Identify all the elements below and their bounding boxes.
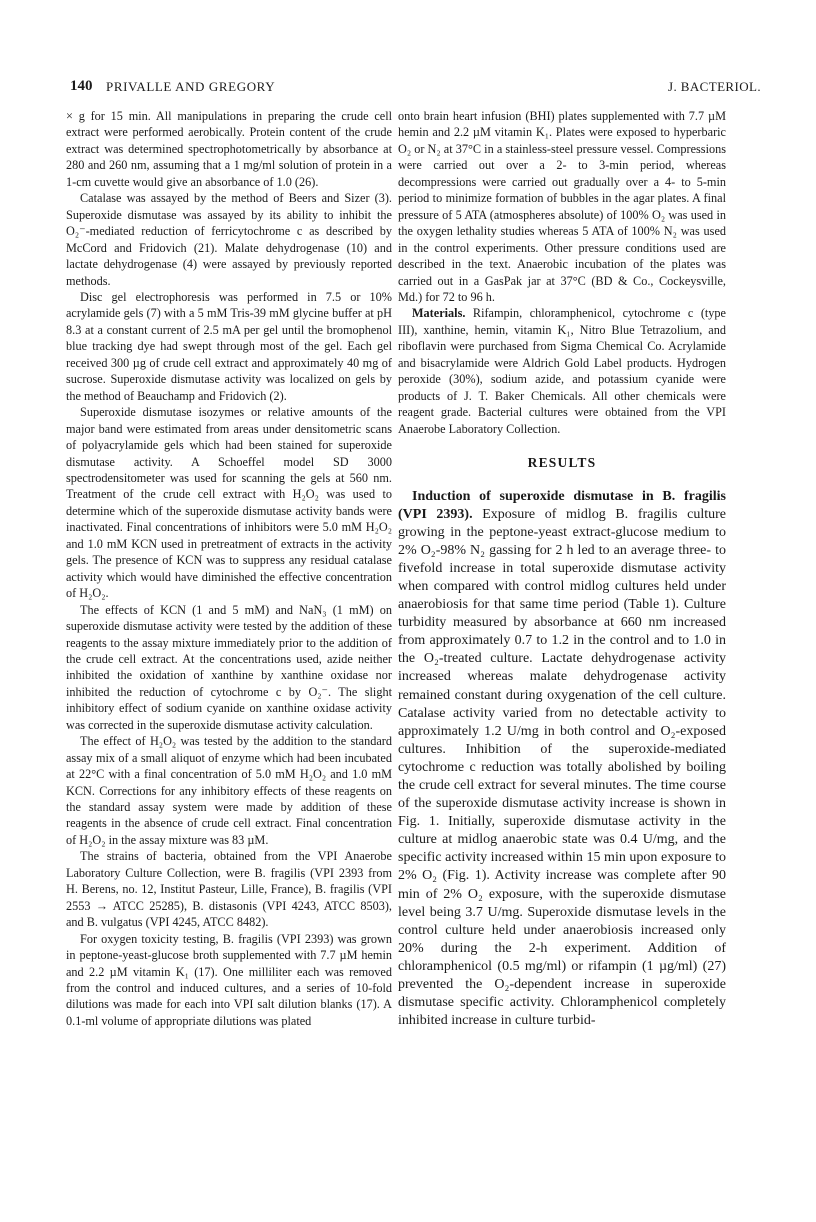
materials-text: Rifampin, chloramphenicol, cytochrome c (type III), xanthine, hemin, vitamin K₁, Nitro Blue Tetrazolium, and riboflavin were purchased from Sigma Chemical Co. Acrylamide and bisacrylamide were Aldrich Gold Label products. Hydrogen peroxide (30%), sodium azide, and potassium cyanide were products of J. T. Baker Chemicals. All other chemicals were reagent grade. Bacterial cultures were obtained from the VPI Anaerobe Laboratory Collection. bbox=[398, 306, 726, 436]
right-column bbox=[398, 108, 726, 1030]
paragraph-induction bbox=[398, 488, 726, 1031]
paragraph-cell-extract: × g for 15 min. All manipulations in preparing the crude cell extract were performed aerobically. Protein content of the crude extract was determined spectrophotometrically by absorbance at 280 and 260 nm, assuming that a 1 mg/ml solution of protein in a 1-cm cuvette would give an absorbance of 1.0 (26). bbox=[66, 109, 392, 189]
paragraph-isozyme-estimation: Superoxide dismutase isozymes or relative amounts of the major band were estimated from areas under densitometric scans of polyacrylamide gels which had been stained for superoxide dismutase activity. A Schoeffel model SD 3000 spectrodensitometer was used for scanning the gels at 560 nm. Treatment of the crude cell extract with H₂O₂ was used to determine which of the superoxide dismutase activity bands were inactivated. Final concentrations of inhibitors were 5.0 mM H₂O₂ and 1.0 mM KCN used in pretreatment of extracts in the activity gels. The presence of KCN was to suppress any residual catalase activity which would have diminished the effective concentration of H₂O₂. bbox=[66, 405, 392, 601]
paragraph-plating: onto brain heart infusion (BHI) plates supplemented with 7.7 µM hemin and 2.2 µM vitamin K₁. Plates were exposed to hyperbaric O₂ or N₂ at 37°C in a stainless-steel pressure vessel. Compressions were carried out over a 2- to 3-min period, whereas decompressions were carried out gradually over a 4- to 5-min period to minimize formation of bubbles in the agar plates. A final pressure of 5 ATA (atmospheres absolute) of 100% O₂ was used in the oxygen lethality studies whereas 5 ATA of 100% N₂ was used in the control experiments. Other pressure conditions used are described in the text. Anaerobic incubation of the plates was carried out in a GasPak jar at 37°C (BD & Co., Cockeysville, Md.) for 72 to 96 h. bbox=[398, 109, 726, 304]
paragraph-materials bbox=[398, 305, 726, 437]
materials-heading: Materials. bbox=[412, 306, 466, 321]
induction-heading: Induction of superoxide dismutase in B. fragilis (VPI 2393). bbox=[398, 488, 726, 522]
running-head-journal: J. BACTERIOL. bbox=[668, 79, 761, 94]
left-column bbox=[66, 108, 392, 1029]
page-header bbox=[70, 78, 761, 100]
page-number: 140 bbox=[70, 78, 93, 94]
induction-text: Exposure of midlog B. fragilis culture growing in the peptone-yeast extract-glucose medium to 2% O₂-98% N₂ gassing for 2 h led to an average three- to fivefold increase in total superoxide dismutase activity when compared with control midlog cultures held under anaerobiosis for that same time period (Table 1). Culture turbidity measured by absorbance at 660 nm increased from approximately 0.7 to 1.2 in the control and to 1.0 in the O₂-treated culture. Lactate dehydrogenase activity increased whereas malate dehydrogenase activity remained constant during oxygenation of the cell culture. Catalase activity varied from no detectable activity to approximately 1.2 U/mg in both control and O₂-exposed cultures. Inhibition of the superoxide-mediated cytochrome c reduction was totally abolished by boiling the crude cell extract for several minutes. The time course of the superoxide dismutase activity increase is shown in Fig. 1. Initially, superoxide dismutase activity in the culture at midlog anaerobic state was 0.4 U/mg, and the specific activity increased within 15 min upon exposure to 2% O₂ (Fig. 1). Activity increase was complete after 90 min of 2% O₂ exposure, with the superoxide dismutase level being 3.7 U/mg. Superoxide dismutase levels in the control culture held under anaerobiosis increased only 20% during the 2-h experiment. Addition of chloramphenicol (0.5 mg/ml) or rifampin (1 µg/ml) (27) prevented the O₂-dependent increase in superoxide dismutase specific activity. Chloramphenicol completely inhibited increase in culture turbid- bbox=[398, 506, 726, 1029]
paragraph-kcn-azide-effects: The effects of KCN (1 and 5 mM) and NaN₃ (1 mM) on superoxide dismutase activity were tested by the addition of these reagents to the assay mixture immediately prior to the addition of the crude cell extract. At the concentrations used, azide neither inhibited the oxidation of xanthine by xanthine oxidase nor inhibited the reduction of cytochrome c by O₂⁻. The slight inhibitory effect of sodium cyanide on xanthine oxidase activity was corrected in the superoxide dismutase activity calculation. bbox=[66, 602, 392, 732]
paragraph-enzyme-assays: Catalase was assayed by the method of Beers and Sizer (3). Superoxide dismutase was assayed by its ability to inhibit the O₂⁻-mediated reduction of ferricytochrome c as described by McCord and Fridovich (21). Malate dehydrogenase (10) and lactate dehydrogenase (4) were assayed by previously reported methods. bbox=[66, 191, 392, 288]
paragraph-gel-electrophoresis: Disc gel electrophoresis was performed in 7.5 or 10% acrylamide gels (7) with a 5 mM Tris-39 mM glycine buffer at pH 8.3 at a constant current of 2.5 mA per gel until the bromophenol blue tracking dye had swept through most of the gel. Each gel received 300 µg of crude cell extract and approximately 40 mg of sucrose. Superoxide dismutase activity was localized on gels by the method of Beauchamp and Fridovich (2). bbox=[66, 289, 392, 403]
paragraph-h2o2-effect: The effect of H₂O₂ was tested by the addition to the standard assay mix of a small aliquot of enzyme which had been incubated at 22°C with a final concentration of 5.0 mM H₂O₂ and 1.0 mM KCN. Corrections for any inhibitory effects of these reagents on the standard assay system were made by addition of these reagents in the absence of crude cell extract. Final concentration of H₂O₂ in the assay mixture was 83 µM. bbox=[66, 734, 392, 847]
paragraph-bacterial-strains: The strains of bacteria, obtained from the VPI Anaerobe Laboratory Culture Collection, were B. fragilis (VPI 2393 from H. Berens, no. 12, Institut Pasteur, Lille, France), B. fragilis (VPI 2553 → ATCC 25285), B. distasonis (VPI 4243, ATCC 8503), and B. vulgatus (VPI 4245, ATCC 8482). bbox=[66, 849, 392, 930]
running-head-authors: PRIVALLE AND GREGORY bbox=[106, 79, 276, 94]
results-body bbox=[398, 488, 726, 1031]
results-heading: RESULTS bbox=[527, 455, 597, 471]
paragraph-oxygen-toxicity: For oxygen toxicity testing, B. fragilis (VPI 2393) was grown in peptone-yeast-glucose broth supplemented with 7.7 µM hemin and 2.2 µM vitamin K₁ (17). One milliliter each was removed from the control and induced cultures, and a series of 10-fold dilutions was made for each into VPI salt dilution blanks (17). A 0.1-ml volume of appropriate dilutions was plated bbox=[66, 931, 392, 1028]
